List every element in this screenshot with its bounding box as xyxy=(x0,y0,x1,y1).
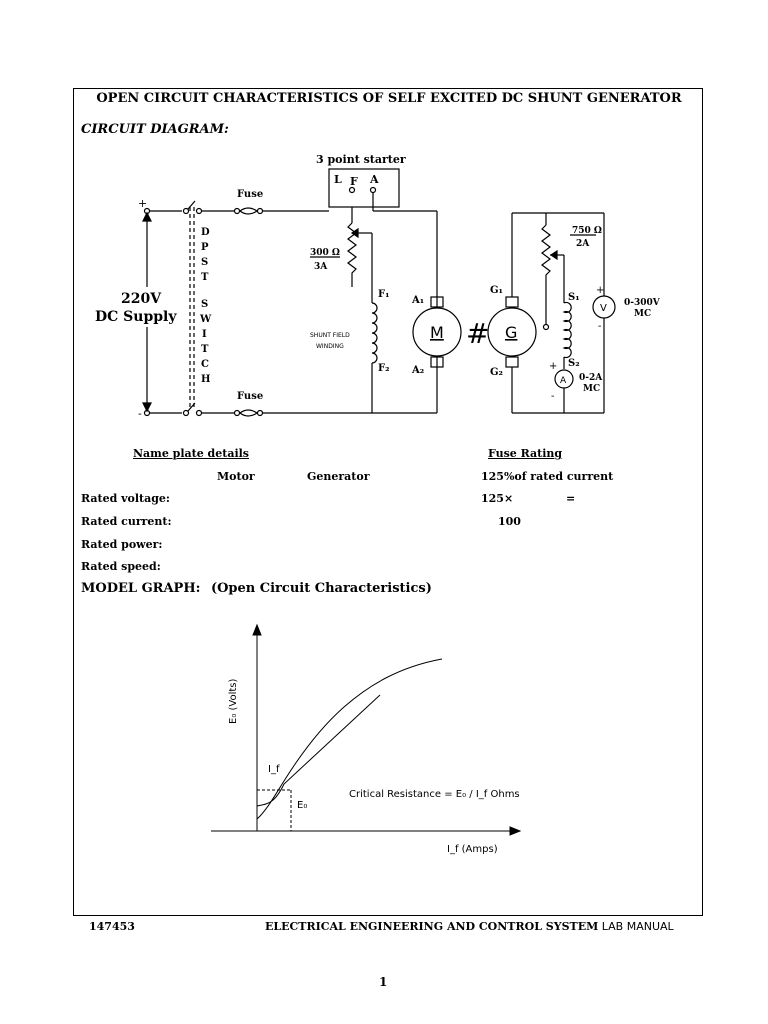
supply-label-dc: DC Supply xyxy=(95,309,177,325)
switch-letter-9: C xyxy=(201,359,209,370)
page-frame xyxy=(73,88,703,916)
circuit-diagram xyxy=(95,147,704,427)
nameplate-row-voltage: Rated voltage: xyxy=(81,492,170,505)
ammeter-symbol: A xyxy=(560,376,567,386)
field-winding-label-1: SHUNT FIELD xyxy=(310,332,350,339)
starter-label: 3 point starter xyxy=(316,153,406,166)
g2-label: G₂ xyxy=(490,367,503,378)
voltmeter-range: 0-300V xyxy=(624,298,660,308)
switch-letter-3: S xyxy=(201,257,209,268)
footer-manual-norm: LAB MANUAL xyxy=(598,920,674,933)
fuse-top xyxy=(235,208,263,214)
s1-label: S₁ xyxy=(568,292,580,303)
a2-label: A₂ xyxy=(412,365,425,376)
footer-manual xyxy=(265,920,674,933)
circuit-diagram-heading: CIRCUIT DIAGRAM: xyxy=(81,122,229,137)
starter-terminal-f: F xyxy=(350,175,358,188)
fuse-top-label: Fuse xyxy=(237,189,264,200)
supply-minus: - xyxy=(138,407,142,420)
model-graph-heading-paren: (Open Circuit Characteristics) xyxy=(210,581,432,596)
ammeter-plus: + xyxy=(549,361,558,372)
fuse-rating-line1: 125%of rated current xyxy=(481,470,614,483)
nameplate-row-speed: Rated speed: xyxy=(81,560,161,573)
switch-letter-6: W xyxy=(200,314,212,325)
coupling-symbol: # xyxy=(466,317,490,350)
page-number: 1 xyxy=(379,975,388,989)
generator-rheostat-value: 750 Ω xyxy=(572,226,602,236)
field-winding-label-2: WINDING xyxy=(316,343,344,350)
ammeter-type: MC xyxy=(583,384,601,394)
generator-field-rheostat xyxy=(542,225,550,325)
nameplate-col-motor: Motor xyxy=(217,470,255,483)
footer-manual-bold: ELECTRICAL ENGINEERING AND CONTROL SYSTEM xyxy=(265,920,599,933)
starter-terminal-a: A xyxy=(370,173,379,186)
motor-shunt-field-coil xyxy=(372,303,377,363)
y-axis-label: E₀ (Volts) xyxy=(228,678,239,724)
model-graph-heading xyxy=(81,581,432,596)
ammeter-minus: - xyxy=(551,391,555,402)
ammeter-range: 0-2A xyxy=(579,373,603,383)
switch-letter-10: H xyxy=(201,374,211,385)
g1-label: G₁ xyxy=(490,285,503,296)
nameplate-row-power: Rated power: xyxy=(81,538,163,551)
footer-code: 147453 xyxy=(89,920,135,933)
switch-letter-1: D xyxy=(201,227,210,238)
motor-symbol: M xyxy=(430,323,444,342)
fuse-bottom xyxy=(235,410,263,416)
eo-marker: E₀ xyxy=(297,800,308,811)
generator-rheostat-current: 2A xyxy=(576,239,590,249)
if-marker: I_f xyxy=(268,764,280,775)
voltmeter-symbol: V xyxy=(600,303,607,314)
switch-letter-8: T xyxy=(201,344,209,355)
switch-letter-5: S xyxy=(201,299,209,310)
f2-label: F₂ xyxy=(378,363,390,374)
a1-label: A₁ xyxy=(412,295,425,306)
generator-shunt-field-coil xyxy=(564,303,571,358)
motor-rheostat-current: 3A xyxy=(314,262,328,272)
model-graph xyxy=(204,619,534,859)
voltmeter-type: MC xyxy=(634,309,652,319)
starter-terminal-l: L xyxy=(334,173,342,186)
fuse-rating-divisor: 100 xyxy=(498,515,521,528)
fuse-rating-heading: Fuse Rating xyxy=(488,447,563,460)
fuse-rating-multiplier: 125× xyxy=(481,492,514,505)
supply-plus: + xyxy=(138,197,148,210)
switch-letter-7: I xyxy=(202,329,207,340)
supply-label-voltage: 220V xyxy=(121,291,162,307)
fuse-rating-equals: = xyxy=(566,492,576,505)
f1-label: F₁ xyxy=(378,289,390,300)
critical-resistance-annotation: Critical Resistance = E₀ / I_f Ohms xyxy=(349,789,520,800)
voltmeter-plus: + xyxy=(596,285,605,296)
switch-letter-4: T xyxy=(201,272,209,283)
switch-letter-2: P xyxy=(201,242,209,253)
voltmeter-minus: - xyxy=(598,321,602,332)
nameplate-heading: Name plate details xyxy=(133,447,250,460)
motor-rheostat-value: 300 Ω xyxy=(310,248,340,258)
document-title: OPEN CIRCUIT CHARACTERISTICS OF SELF EXCITED DC SHUNT GENERATOR xyxy=(96,91,682,106)
s2-label: S₂ xyxy=(568,358,580,369)
fuse-bottom-label: Fuse xyxy=(237,391,264,402)
generator-symbol: G xyxy=(505,323,518,342)
nameplate-row-current: Rated current: xyxy=(81,515,172,528)
x-axis-label: I_f (Amps) xyxy=(447,844,498,855)
nameplate-col-generator: Generator xyxy=(307,470,370,483)
model-graph-heading-bold: MODEL GRAPH: xyxy=(81,581,201,596)
